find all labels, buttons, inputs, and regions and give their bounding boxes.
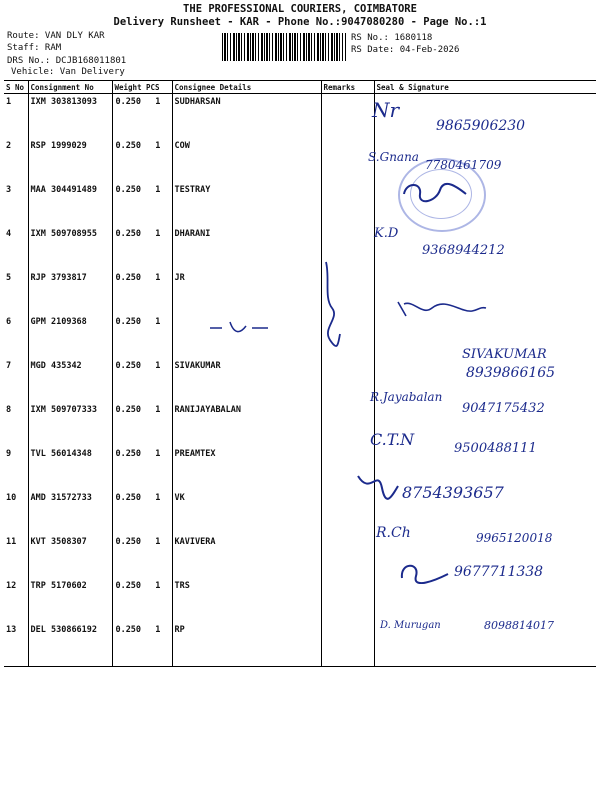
row-consignment-no: RJP 3793817 — [28, 270, 112, 314]
row-consignee: VK — [172, 490, 321, 534]
signature-scribble-10 — [352, 466, 402, 506]
row-consignment-no: IXM 509707333 — [28, 402, 112, 446]
row-remarks — [321, 402, 374, 446]
staff-label: Staff: RAM — [7, 43, 62, 53]
row-remarks — [321, 358, 374, 402]
col-header-signature: Seal & Signature — [374, 81, 596, 94]
phone-10: 8754393657 — [402, 483, 504, 502]
row-weight: 0.250 — [112, 490, 144, 534]
row-consignment-no: MAA 304491489 — [28, 182, 112, 226]
row-remarks — [321, 534, 374, 578]
col-header-remarks: Remarks — [321, 81, 374, 94]
row-sno: 2 — [6, 141, 12, 151]
col-header-sno: S No — [4, 81, 28, 94]
row-sno: 1 — [6, 97, 12, 107]
table-row — [4, 226, 596, 270]
row-consignee: COW — [172, 138, 321, 182]
row-sno: 10 — [6, 493, 17, 503]
phone-1: 9865906230 — [436, 118, 526, 134]
row-pcs: 1 — [155, 97, 161, 107]
signature-1: Nr — [372, 98, 400, 122]
row-signature-cell — [374, 578, 596, 622]
row-consignment-no: MGD 435342 — [28, 358, 112, 402]
row-remarks — [321, 622, 374, 667]
row-consignee: PREAMTEX — [172, 446, 321, 490]
row-sno: 13 — [4, 622, 28, 667]
phone-13: 8098814017 — [484, 619, 554, 632]
row-consignment-no: TVL 56014348 — [28, 446, 112, 490]
row-consignee: SUDHARSAN — [172, 94, 321, 139]
drs-number: DRS No.: DCJB168011801 — [7, 56, 127, 66]
row-weight: 0.250 — [112, 622, 144, 667]
barcode-image — [222, 33, 346, 61]
row-consignment-no: DEL 530866192 — [28, 622, 112, 667]
phone-9: 9500488111 — [454, 441, 537, 456]
signature-7: SIVAKUMAR — [462, 347, 547, 362]
row-consignment-no: RSP 1999029 — [28, 138, 112, 182]
row-consignee: JR — [172, 270, 321, 314]
row-pcs: 1 — [155, 537, 161, 547]
table-row — [4, 490, 596, 534]
col-header-consignment: Consignment No — [28, 81, 112, 94]
row-consignee: DHARANI — [172, 226, 321, 270]
rs-date: RS Date: 04-Feb-2026 — [351, 45, 460, 55]
phone-2: 7780461709 — [425, 158, 502, 172]
row-weight: 0.250 — [112, 226, 144, 270]
row-consignment-no: AMD 31572733 — [28, 490, 112, 534]
row-pcs: 1 — [155, 449, 161, 459]
row-weight: 0.250 — [112, 94, 144, 139]
row-pcs: 1 — [155, 273, 161, 283]
route-label: Route: VAN DLY KAR — [7, 31, 105, 41]
row-sno: 4 — [6, 229, 12, 239]
remarks-scribble — [318, 258, 348, 353]
signature-11: R.Ch — [376, 525, 411, 541]
row-weight: 0.250 — [112, 578, 144, 622]
row-consignee: SIVAKUMAR — [172, 358, 321, 402]
row-sno: 11 — [6, 537, 17, 547]
row-weight: 0.250 — [112, 402, 144, 446]
row-weight: 0.250 — [112, 534, 144, 578]
phone-11: 9965120018 — [476, 531, 553, 545]
row-consignee: TRS — [172, 578, 321, 622]
row-pcs: 1 — [155, 185, 161, 195]
signature-scribble-12 — [396, 558, 456, 584]
row-weight: 0.250 — [112, 358, 144, 402]
col-header-weight: Weight — [112, 81, 144, 94]
row-consignment-no: IXM 303813093 — [28, 94, 112, 139]
row-pcs: 1 — [155, 405, 161, 415]
row-weight: 0.250 — [112, 314, 144, 358]
signature-4: K.D — [374, 226, 399, 241]
row-consignee: RP — [172, 622, 321, 667]
phone-8: 9047175432 — [462, 401, 545, 416]
row-consignment-no: GPM 2109368 — [28, 314, 112, 358]
row-weight: 0.250 — [112, 270, 144, 314]
row-weight: 0.250 — [112, 138, 144, 182]
row-pcs: 1 — [155, 229, 161, 239]
rs-number: RS No.: 1680118 — [351, 33, 433, 43]
row-consignment-no: IXM 509708955 — [28, 226, 112, 270]
row-pcs: 1 — [155, 141, 161, 151]
row-consignment-no: TRP 5170602 — [28, 578, 112, 622]
signature-13: D. Murugan — [380, 620, 441, 631]
phone-7: 8939866165 — [466, 365, 556, 381]
row-pcs: 1 — [155, 581, 161, 591]
runsheet-subtitle: Delivery Runsheet - KAR - Phone No.:9047080280 - Page No.:1 — [113, 16, 487, 28]
row-consignee: KAVIVERA — [172, 534, 321, 578]
table-row — [4, 578, 596, 622]
signature-2: S.Gnana — [368, 150, 419, 164]
signature-9: C.T.N — [370, 430, 415, 449]
row-sno: 8 — [6, 405, 12, 415]
row-sno: 3 — [6, 185, 12, 195]
row-consignment-no: KVT 3508307 — [28, 534, 112, 578]
row-remarks — [321, 578, 374, 622]
row-sno: 7 — [6, 361, 12, 371]
phone-4: 9368944212 — [422, 243, 505, 258]
signature-scribble-3 — [396, 176, 476, 206]
row-weight: 0.250 — [112, 182, 144, 226]
row-pcs: 1 — [155, 361, 161, 371]
row-pcs: 1 — [155, 493, 161, 503]
table-row — [4, 270, 596, 314]
row-sno: 12 — [6, 581, 17, 591]
row-remarks — [321, 138, 374, 182]
row-sno: 6 — [6, 317, 12, 327]
row-consignee: TESTRAY — [172, 182, 321, 226]
vehicle-label: Vehicle: Van Delivery — [11, 67, 125, 77]
col-header-consignee: Consignee Details — [172, 81, 321, 94]
col-header-pcs: PCS — [144, 81, 172, 94]
row-remarks — [321, 182, 374, 226]
signature-scribble-6 — [392, 294, 492, 322]
row-weight: 0.250 — [112, 446, 144, 490]
table-row — [4, 138, 596, 182]
row-consignee: RANIJAYABALAN — [172, 402, 321, 446]
row-sno: 9 — [6, 449, 12, 459]
row-pcs: 1 — [155, 317, 161, 327]
company-title: THE PROFESSIONAL COURIERS, COIMBATORE — [183, 3, 417, 15]
table-row — [4, 182, 596, 226]
row-sno: 5 — [6, 273, 12, 283]
row-pcs: 1 — [144, 622, 172, 667]
row-remarks — [321, 94, 374, 139]
table-header-row — [4, 81, 596, 94]
consignee-scribble-6 — [206, 318, 276, 338]
signature-8: R.Jayabalan — [370, 390, 443, 404]
phone-12: 9677711338 — [454, 564, 544, 580]
